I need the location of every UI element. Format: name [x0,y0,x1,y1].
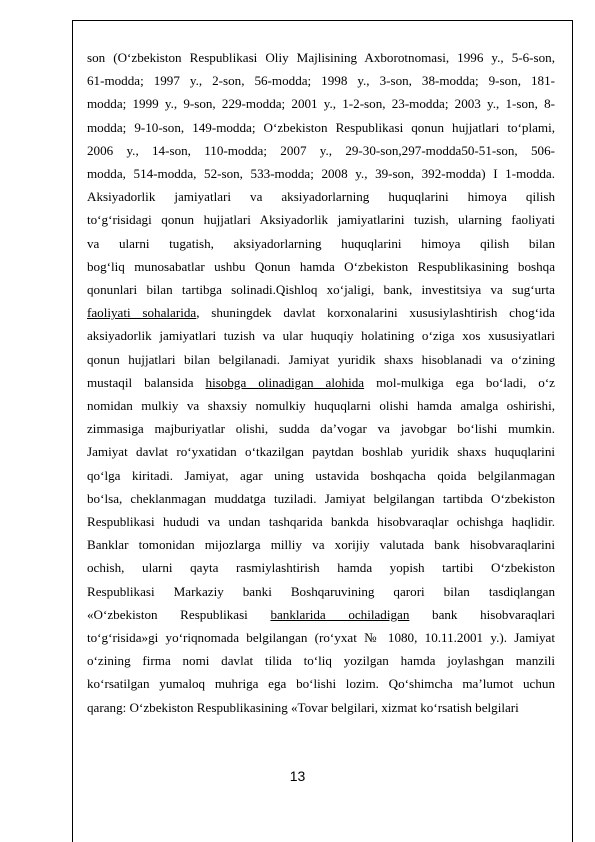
text-line: 61-modda; 1997 y., 2-son, 56-modda; 1998 y., 3-son, 38-modda; 9-son, 181- [87,73,555,89]
text-line: modda; 9-10-son, 149-modda; O‘zbekiston Respublikasi qonun hujjatlari to‘plami, [87,119,555,135]
text-line: to‘g‘risida»gi yo‘riqnomada belgilangan (ro‘yxat № 1080, 10.11.2001 y.). Jamiyat [87,630,555,646]
text-line: modda; 1999 y., 9-son, 229-modda; 2001 y., 1-2-son, 23-modda; 2003 y., 1-son, 8- [87,96,555,112]
text-line: modda, 514-modda, 52-son, 533-modda; 2008 y., 39-son, 392-modda) I 1-modda. [87,166,555,182]
link-faoliyati-sohalarida[interactable]: faoliyati sohalarida [87,305,197,321]
text-line: son (O‘zbekiston Respublikasi Oliy Majlisining Axborotnomasi, 1996 y., 5-6-son, [87,50,555,65]
text-fragment: mustaqil balansida [87,374,206,390]
text-fragment: mol-mulkiga ega bo‘ladi, o‘z [376,374,555,390]
text-fragment: , shuningdek davlat korxonalarini xususiylashtirish chog‘ida [196,305,555,321]
text-line: ochish, ularni qayta rasmiylashtirish hamda yopish tartibi O‘zbekiston [87,560,555,576]
link-banklarida-ochiladigan[interactable]: banklarida ochiladigan [270,606,410,622]
text-line: qonunlari bilan tartibga solinadi.Qishloq xo‘jaligi, bank, investitsiya va sug‘urta [87,282,555,298]
text-line: qarang: O‘zbekiston Respublikasining «Tovar belgilari, xizmat ko‘rsatish belgilari [87,699,519,715]
text-line: Jamiyat davlat ro‘yxatidan o‘tkazilgan paytdan boshlab yuridik shaxs huquqlarini [87,444,555,460]
text-line: Respublikasi Markaziy banki Boshqaruvining qarori bilan tasdiqlangan [87,583,555,599]
text-line [87,603,555,626]
text-line: qo‘lga kiritadi. Jamiyat, agar uning ustavida boshqacha qoida belgilanmagan [87,467,555,483]
text-line: ko‘rsatilgan yumaloq muhriga ega bo‘lishi lozim. Qo‘shimcha ma’lumot uchun [87,676,555,692]
text-fragment: bank hisobvaraqlari [432,606,555,622]
text-line: aksiyadorlik jamiyatlari tuzish va ular huquqiy holatining o‘ziga xos xususiyatlari [87,328,555,344]
text-fragment: «O‘zbekiston Respublikasi [87,606,271,622]
body-text [87,46,555,719]
text-line: Aksiyadorlik jamiyatlari va aksiyadorlarning huquqlarini himoya qilish [87,189,555,205]
text-line: nomidan mulkiy va shaxsiy nomulkiy huquqlarni olishi hamda amalga oshirishi, [87,398,555,414]
text-line: to‘g‘risidagi qonun hujjatlari Aksiyadorlik jamiyatlarini tuzish, ularning faoliyati [87,212,555,228]
text-line: qonun hujjatlari bilan belgilanadi. Jamiyat yuridik shaxs hisoblanadi va o‘zining [87,351,555,367]
link-hisobga-olinadigan[interactable]: hisobga olinadigan alohida [205,374,365,390]
page-number: 13 [289,768,306,784]
text-line: o‘zining firma nomi davlat tilida to‘liq yozilgan hamda joylashgan manzili [87,653,555,669]
text-line [87,301,555,324]
text-line: va ularni tugatish, aksiyadorlarning huquqlarini himoya qilish bilan [87,235,555,251]
text-line: Banklar tomonidan mijozlarga milliy va xorijiy valutada bank hisobvaraqlarini [87,537,555,553]
text-line: zimmasiga majburiyatlar olishi, sudda da’vogar va javobgar bo‘lishi mumkin. [87,421,555,437]
text-line: Respublikasi hududi va undan tashqarida bankda hisobvaraqlar ochishga haqlidir. [87,514,555,530]
text-line: bo‘lsa, cheklanmagan muddatga tuziladi. Jamiyat belgilangan tartibda O‘zbekiston [87,490,555,506]
text-line: bog‘liq munosabatlar ushbu Qonun hamda O‘zbekiston Respublikasining boshqa [87,258,555,274]
text-line [87,371,555,394]
text-line: 2006 y., 14-son, 110-modda; 2007 y., 29-30-son,297-modda50-51-son, 506- [87,142,555,158]
